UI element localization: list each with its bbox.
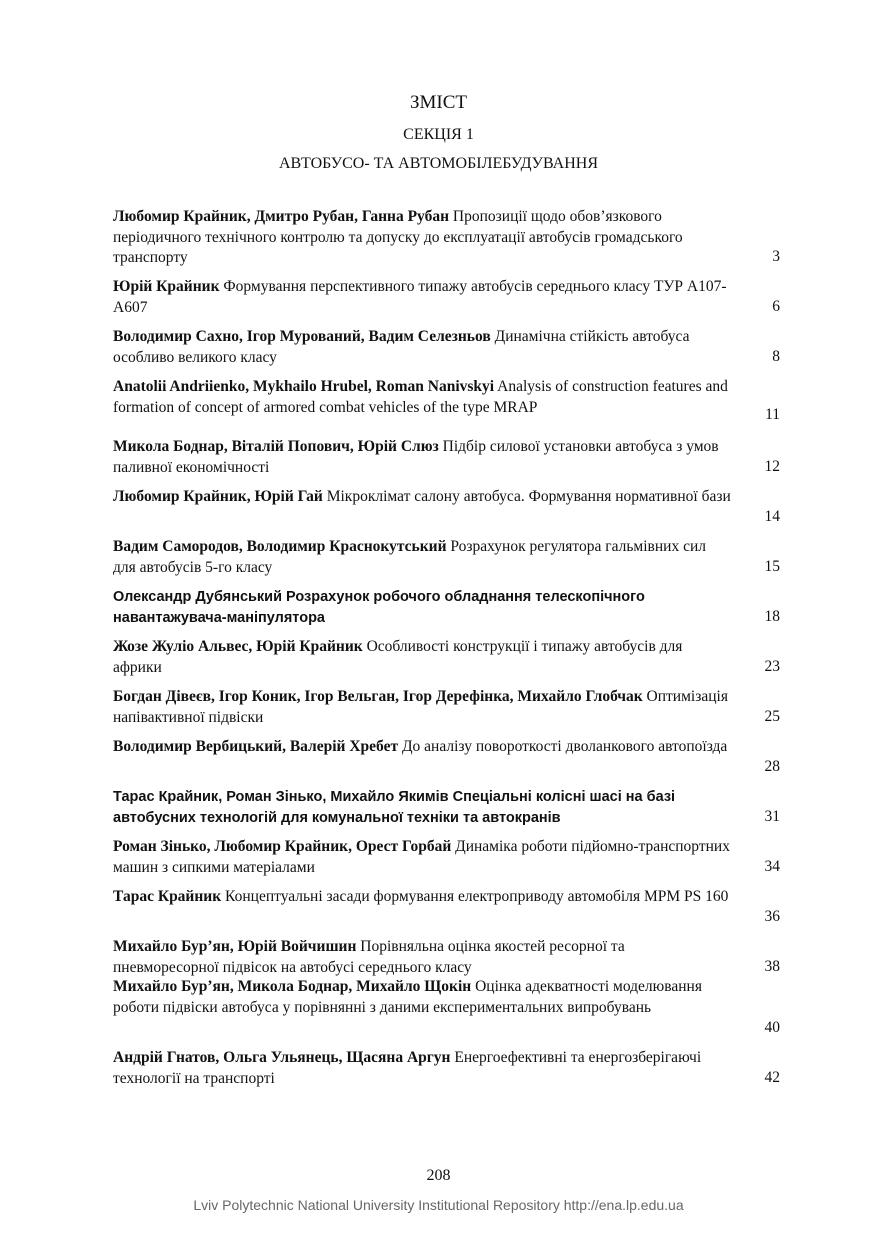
toc-title: Динамічна стійкість автобуса особливо великого класу — [113, 328, 690, 366]
toc-authors: Богдан Дівеєв, Ігор Коник, Ігор Вельган, Ігор Дерефінка, Михайло Глобчак — [113, 688, 643, 705]
toc-entry — [113, 437, 780, 477]
toc-authors: Микола Боднар, Віталій Попович, Юрій Слюз — [113, 438, 439, 455]
toc-title: Формування перспективного типажу автобусів середнього класу ТУР А107-А607 — [113, 278, 727, 316]
toc-page: 38 — [764, 957, 780, 975]
table-of-contents — [113, 207, 780, 1088]
toc-page: 25 — [764, 707, 780, 725]
toc-title: Підбір силової установки автобуса з умов паливної економічності — [113, 438, 719, 476]
toc-entry — [113, 327, 780, 367]
toc-authors: Юрій Крайник — [113, 278, 220, 295]
section-number: СЕКЦІЯ 1 — [403, 126, 474, 143]
toc-title: До аналізу повороткості дволанкового автопоїзда — [401, 738, 728, 755]
page-number: 208 — [426, 1167, 451, 1184]
toc-authors: Любомир Крайник, Юрій Гай — [113, 488, 323, 505]
toc-page: 15 — [764, 557, 780, 575]
toc-page: 3 — [772, 247, 780, 265]
toc-page: 40 — [764, 1018, 780, 1036]
toc-entry — [113, 787, 780, 827]
toc-page: 11 — [765, 405, 780, 423]
toc-entry — [113, 687, 780, 727]
toc-entry — [113, 587, 780, 627]
toc-title: Енергоефективні та енергозберігаючі технології на транспорті — [113, 1049, 702, 1087]
toc-authors: Михайло Бур’ян, Микола Боднар, Михайло Щокін — [113, 978, 472, 995]
page-title: ЗМІСТ — [409, 92, 468, 113]
toc-authors: Вадим Самородов, Володимир Краснокутський — [113, 538, 447, 555]
toc-entry — [113, 937, 780, 977]
toc-authors: Володимир Вербицький, Валерій Хребет — [113, 738, 399, 755]
repository-footer: Lviv Polytechnic National University Institutional Repository http://ena.lp.edu.ua — [193, 1197, 684, 1213]
toc-page: 31 — [764, 807, 780, 825]
toc-title: Analysis of construction features and formation of concept of armored combat vehicles of the type MRAP — [113, 378, 728, 416]
toc-authors: Олександр Дубянський — [113, 589, 283, 605]
toc-page: 23 — [764, 657, 780, 675]
toc-authors: Володимир Сахно, Ігор Мурований, Вадим Селезньов — [113, 328, 491, 345]
toc-title: Порівняльна оцінка якостей ресорної та пневморесорної підвісок на автобусі середнього класу — [113, 938, 625, 976]
toc-title: Спеціальні колісні шасі на базі автобусних технологій для комунальної техніки та автокранів — [113, 789, 676, 826]
toc-authors: Роман Зінько, Любомир Крайник, Орест Горбай — [113, 838, 452, 855]
toc-entry — [113, 637, 780, 677]
toc-title: Особливості конструкції і типажу автобусів для африки — [113, 638, 683, 676]
toc-page: 28 — [764, 757, 780, 775]
section-name: АВТОБУСО- ТА АВТОМОБІЛЕБУДУВАННЯ — [279, 155, 598, 172]
toc-entry — [113, 1048, 780, 1088]
toc-entry — [113, 887, 780, 927]
toc-entry — [113, 737, 780, 777]
toc-title: Оцінка адекватності моделювання роботи підвіски автобуса у порівнянні з даними експериментальних випробувань — [113, 978, 702, 1016]
toc-entry — [113, 977, 780, 1038]
toc-authors: Михайло Бур’ян, Юрій Войчишин — [113, 938, 357, 955]
toc-title: Розрахунок робочого обладнання телескопічного навантажувача-маніпулятора — [113, 589, 645, 626]
toc-title: Мікроклімат салону автобуса. Формування нормативної бази — [326, 488, 731, 505]
toc-page: 34 — [764, 857, 780, 875]
toc-page: 18 — [764, 607, 780, 625]
toc-entry — [113, 837, 780, 877]
toc-authors: Андрій Гнатов, Ольга Ульянець, Щасяна Аргун — [113, 1049, 451, 1066]
toc-entry — [113, 377, 780, 425]
toc-entry — [113, 537, 780, 577]
toc-title: Динаміка роботи підйомно-транспортних машин з сипкими матеріалами — [113, 838, 730, 876]
toc-title: Розрахунок регулятора гальмівних сил для автобусів 5-го класу — [113, 538, 706, 576]
toc-entry — [113, 207, 780, 267]
toc-title: Пропозиції щодо обов’язкового періодичного технічного контролю та допуску до експлуатації автобусів громадського транспорту — [113, 208, 683, 266]
toc-page: 14 — [764, 507, 780, 525]
toc-page: 42 — [764, 1068, 780, 1086]
toc-authors: Anatolii Andriienko, Mykhailo Hrubel, Roman Nanivskyi — [113, 378, 495, 395]
toc-title: Концептуальні засади формування електроприводу автомобіля MPM PS 160 — [225, 888, 729, 905]
toc-authors: Жозе Жуліо Альвес, Юрій Крайник — [113, 638, 363, 655]
toc-authors: Тарас Крайник — [113, 888, 222, 905]
toc-entry — [113, 277, 780, 317]
toc-authors: Тарас Крайник, Роман Зінько, Михайло Якимів — [113, 789, 449, 805]
toc-title: Оптимізація напівактивної підвіски — [113, 688, 728, 726]
toc-page: 6 — [772, 297, 780, 315]
toc-page: 36 — [764, 907, 780, 925]
toc-page: 12 — [764, 457, 780, 475]
toc-page: 8 — [772, 347, 780, 365]
toc-authors: Любомир Крайник, Дмитро Рубан, Ганна Рубан — [113, 208, 450, 225]
toc-entry — [113, 487, 780, 527]
